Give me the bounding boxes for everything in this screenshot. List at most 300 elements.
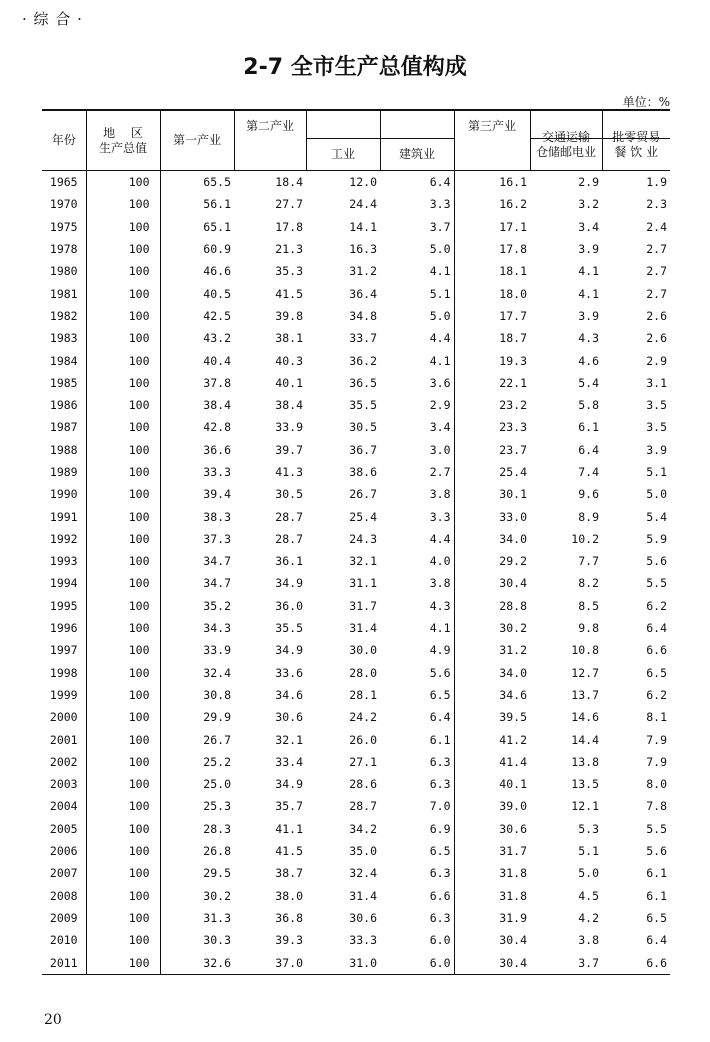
primary-cell: 31.3 [203, 910, 231, 925]
transport-cell: 12.1 [571, 799, 599, 814]
transport-cell: 6.1 [578, 420, 599, 435]
trade-cell: 7.9 [646, 732, 667, 747]
primary-cell: 34.7 [203, 554, 231, 569]
construction-cell: 7.0 [429, 799, 451, 814]
trade-cell: 1.9 [646, 175, 667, 190]
tertiary-cell: 41.4 [454, 751, 530, 773]
transport-cell: 4.1 [578, 264, 599, 279]
header-tertiary: 第三产业 [454, 110, 530, 171]
table-row [42, 862, 670, 884]
year-cell: 1965 [42, 171, 86, 194]
year-cell: 2003 [42, 773, 86, 795]
primary-cell: 38.4 [203, 398, 231, 413]
table-row [42, 327, 670, 349]
table-row [42, 662, 670, 684]
primary-cell: 25.3 [203, 799, 231, 814]
tertiary-cell: 28.8 [454, 595, 530, 617]
header-primary: 第一产业 [160, 110, 234, 171]
year-cell: 1991 [42, 505, 86, 527]
tertiary-cell: 18.0 [454, 282, 530, 304]
secondary-cell: 38.4 [275, 398, 303, 413]
year-cell: 1980 [42, 260, 86, 282]
industry-cell: 31.2 [349, 264, 377, 279]
transport-cell: 8.5 [578, 598, 599, 613]
region-gdp-cell: 100 [86, 528, 160, 550]
region-gdp-cell: 100 [86, 193, 160, 215]
industry-cell: 28.7 [349, 799, 377, 814]
transport-cell: 8.2 [578, 576, 599, 591]
region-gdp-cell: 100 [86, 550, 160, 572]
industry-cell: 30.5 [349, 420, 377, 435]
transport-cell: 5.1 [578, 844, 599, 859]
table-row [42, 885, 670, 907]
industry-cell: 14.1 [349, 219, 377, 234]
secondary-cell: 35.3 [275, 264, 303, 279]
primary-cell: 33.3 [203, 465, 231, 479]
region-gdp-cell: 100 [86, 684, 160, 706]
trade-cell: 6.2 [646, 687, 667, 702]
region-gdp-cell: 100 [86, 662, 160, 684]
secondary-cell: 34.9 [275, 643, 303, 658]
table-row [42, 907, 670, 929]
tertiary-cell: 30.4 [454, 572, 530, 594]
year-cell: 1994 [42, 572, 86, 594]
primary-cell: 42.5 [203, 308, 231, 323]
transport-cell: 3.8 [578, 933, 599, 948]
transport-cell: 4.5 [578, 888, 599, 903]
primary-cell: 37.3 [203, 531, 231, 546]
trade-cell: 6.5 [646, 665, 667, 680]
table-row [42, 706, 670, 728]
secondary-cell: 27.7 [275, 197, 303, 212]
secondary-cell: 33.4 [275, 754, 303, 769]
tertiary-cell: 34.0 [454, 662, 530, 684]
transport-cell: 13.7 [571, 687, 599, 702]
secondary-cell: 37.0 [234, 951, 306, 974]
construction-cell: 5.0 [429, 242, 451, 257]
region-gdp-cell: 100 [86, 505, 160, 527]
construction-cell: 6.6 [429, 888, 451, 903]
table-row [42, 528, 670, 550]
header-region-gdp-line1: 地 区 [103, 125, 143, 140]
secondary-cell: 41.5 [275, 286, 303, 301]
industry-cell: 36.7 [349, 442, 377, 457]
trade-cell: 7.8 [646, 799, 667, 814]
year-cell: 1986 [42, 394, 86, 416]
secondary-cell: 32.1 [275, 732, 303, 747]
trade-cell: 5.5 [646, 821, 667, 836]
year-cell: 2000 [42, 706, 86, 728]
section-label: · 综 合 · [22, 10, 83, 28]
primary-cell: 26.7 [203, 732, 231, 747]
industry-cell: 35.0 [349, 844, 377, 859]
secondary-cell: 30.6 [275, 710, 303, 725]
table-row [42, 728, 670, 750]
primary-cell: 34.7 [203, 576, 231, 591]
tertiary-cell: 17.8 [454, 238, 530, 260]
tertiary-cell: 31.7 [454, 840, 530, 862]
unit-label: 单位：% [622, 95, 670, 109]
secondary-cell: 41.3 [275, 465, 303, 479]
region-gdp-cell: 100 [86, 595, 160, 617]
primary-cell: 56.1 [203, 197, 231, 212]
trade-cell: 3.9 [646, 442, 667, 457]
year-cell: 1975 [42, 216, 86, 238]
tertiary-cell: 22.1 [454, 372, 530, 394]
industry-cell: 12.0 [349, 175, 377, 190]
transport-cell: 13.8 [571, 754, 599, 769]
industry-cell: 31.4 [349, 621, 377, 636]
tertiary-cell: 40.1 [454, 773, 530, 795]
secondary-cell: 36.8 [275, 910, 303, 925]
transport-cell: 4.1 [578, 286, 599, 301]
transport-cell: 3.9 [578, 308, 599, 323]
tertiary-cell: 41.2 [454, 728, 530, 750]
transport-cell: 7.4 [578, 465, 599, 479]
trade-cell: 5.5 [646, 576, 667, 591]
tertiary-cell: 34.6 [454, 684, 530, 706]
construction-cell: 3.7 [429, 219, 451, 234]
secondary-cell: 21.3 [275, 242, 303, 257]
secondary-cell: 39.8 [275, 308, 303, 323]
industry-cell: 24.4 [349, 197, 377, 212]
trade-cell: 7.9 [646, 754, 667, 769]
trade-cell: 6.2 [646, 598, 667, 613]
transport-cell: 13.5 [571, 777, 599, 792]
header-secondary-spacer-2 [380, 110, 454, 139]
table-row [42, 684, 670, 706]
construction-cell: 3.3 [429, 509, 451, 524]
table-row [42, 238, 670, 260]
header-region-gdp [86, 110, 160, 171]
year-cell: 1984 [42, 349, 86, 371]
region-gdp-cell: 100 [86, 216, 160, 238]
secondary-cell: 34.9 [275, 777, 303, 792]
region-gdp-cell: 100 [86, 238, 160, 260]
table-row [42, 483, 670, 505]
year-cell: 2008 [42, 885, 86, 907]
construction-cell: 4.4 [429, 331, 451, 346]
year-cell: 2004 [42, 795, 86, 817]
secondary-cell: 36.0 [275, 598, 303, 613]
region-gdp-cell: 100 [86, 327, 160, 349]
secondary-cell: 17.8 [275, 219, 303, 234]
construction-cell: 3.8 [429, 576, 451, 591]
year-cell: 1999 [42, 684, 86, 706]
transport-cell: 3.7 [530, 951, 602, 974]
page-number: 20 [44, 1012, 62, 1028]
region-gdp-cell: 100 [86, 951, 160, 974]
industry-cell: 31.4 [349, 888, 377, 903]
industry-cell: 16.3 [349, 242, 377, 257]
trade-cell: 6.6 [646, 643, 667, 658]
construction-cell: 5.6 [429, 665, 451, 680]
industry-cell: 32.4 [349, 866, 377, 881]
secondary-cell: 33.9 [275, 420, 303, 435]
transport-cell: 8.9 [578, 509, 599, 524]
table-row [42, 951, 670, 974]
trade-cell: 6.1 [646, 866, 667, 881]
trade-cell: 3.1 [646, 375, 667, 390]
table-row [42, 617, 670, 639]
trade-cell: 2.7 [646, 264, 667, 279]
transport-cell: 7.7 [578, 554, 599, 569]
secondary-cell: 39.3 [275, 933, 303, 948]
trade-cell: 2.9 [646, 353, 667, 368]
primary-cell: 30.3 [203, 933, 231, 948]
construction-cell: 6.4 [429, 175, 451, 190]
trade-cell: 2.4 [646, 219, 667, 234]
region-gdp-cell: 100 [86, 818, 160, 840]
construction-cell: 4.0 [429, 554, 451, 569]
region-gdp-cell: 100 [86, 305, 160, 327]
tertiary-cell: 39.5 [454, 706, 530, 728]
year-cell: 1987 [42, 416, 86, 438]
primary-cell: 32.6 [160, 951, 234, 974]
header-industry: 工业 [306, 139, 380, 171]
table-row [42, 773, 670, 795]
industry-cell: 27.1 [349, 754, 377, 769]
transport-cell: 5.0 [578, 866, 599, 881]
header-year: 年份 [42, 110, 86, 171]
region-gdp-cell: 100 [86, 885, 160, 907]
year-cell: 2007 [42, 862, 86, 884]
secondary-cell: 28.7 [275, 531, 303, 546]
trade-cell: 2.7 [646, 286, 667, 301]
construction-cell: 2.9 [429, 398, 451, 413]
table-row [42, 795, 670, 817]
secondary-cell: 33.6 [275, 665, 303, 680]
trade-cell: 6.1 [646, 888, 667, 903]
header-trade-line2: 餐 饮 业 [614, 144, 659, 159]
trade-cell: 2.6 [646, 331, 667, 346]
region-gdp-cell: 100 [86, 751, 160, 773]
table-row [42, 439, 670, 461]
primary-cell: 29.9 [203, 710, 231, 725]
construction-cell: 3.0 [429, 442, 451, 457]
year-cell: 1992 [42, 528, 86, 550]
transport-cell: 5.3 [578, 821, 599, 836]
year-cell: 1996 [42, 617, 86, 639]
region-gdp-cell: 100 [86, 617, 160, 639]
construction-cell: 4.1 [429, 264, 451, 279]
tertiary-cell: 30.1 [454, 483, 530, 505]
year-cell: 1997 [42, 639, 86, 661]
industry-cell: 24.3 [349, 531, 377, 546]
region-gdp-cell: 100 [86, 439, 160, 461]
secondary-cell: 28.7 [275, 509, 303, 524]
construction-cell: 3.8 [429, 487, 451, 502]
region-gdp-cell: 100 [86, 840, 160, 862]
construction-cell: 5.1 [429, 286, 451, 301]
trade-cell: 5.4 [646, 509, 667, 524]
trade-cell: 2.3 [646, 197, 667, 212]
transport-cell: 4.3 [578, 331, 599, 346]
year-cell: 1993 [42, 550, 86, 572]
table-row [42, 193, 670, 215]
year-cell: 1983 [42, 327, 86, 349]
table-row [42, 461, 670, 483]
industry-cell: 33.7 [349, 331, 377, 346]
construction-cell: 6.3 [429, 866, 451, 881]
primary-cell: 40.4 [203, 353, 231, 368]
primary-cell: 46.6 [203, 264, 231, 279]
industry-cell: 24.2 [349, 710, 377, 725]
tertiary-cell: 23.2 [454, 394, 530, 416]
industry-cell: 28.6 [349, 777, 377, 792]
table-row [42, 505, 670, 527]
transport-cell: 2.9 [578, 175, 599, 190]
primary-cell: 25.2 [203, 754, 231, 769]
primary-cell: 40.5 [203, 286, 231, 301]
secondary-cell: 39.7 [275, 442, 303, 457]
construction-cell: 6.3 [429, 754, 451, 769]
transport-cell: 9.8 [578, 621, 599, 636]
table-row [42, 171, 670, 194]
region-gdp-cell: 100 [86, 372, 160, 394]
construction-cell: 6.4 [429, 710, 451, 725]
table-row [42, 550, 670, 572]
trade-cell: 6.4 [646, 621, 667, 636]
gdp-composition-table [42, 109, 670, 975]
tertiary-cell: 25.4 [454, 461, 530, 483]
industry-cell: 35.5 [349, 398, 377, 413]
table-row [42, 394, 670, 416]
primary-cell: 30.8 [203, 687, 231, 702]
trade-cell: 5.6 [646, 844, 667, 859]
trade-cell: 5.6 [646, 554, 667, 569]
primary-cell: 35.2 [203, 598, 231, 613]
year-cell: 2001 [42, 728, 86, 750]
industry-cell: 36.2 [349, 353, 377, 368]
industry-cell: 26.0 [349, 732, 377, 747]
transport-cell: 3.4 [578, 219, 599, 234]
transport-cell: 4.2 [578, 910, 599, 925]
construction-cell: 4.1 [429, 353, 451, 368]
region-gdp-cell: 100 [86, 461, 160, 483]
year-cell: 1995 [42, 595, 86, 617]
table-row [42, 282, 670, 304]
table-row [42, 372, 670, 394]
year-cell: 2006 [42, 840, 86, 862]
secondary-cell: 34.6 [275, 687, 303, 702]
region-gdp-cell: 100 [86, 572, 160, 594]
tertiary-cell: 17.7 [454, 305, 530, 327]
trade-cell: 3.5 [646, 420, 667, 435]
trade-cell: 6.6 [602, 951, 670, 974]
table-row [42, 818, 670, 840]
primary-cell: 28.3 [203, 821, 231, 836]
region-gdp-cell: 100 [86, 728, 160, 750]
table-row [42, 929, 670, 951]
tertiary-cell: 30.4 [454, 951, 530, 974]
secondary-cell: 40.1 [275, 375, 303, 390]
primary-cell: 42.8 [203, 420, 231, 435]
industry-cell: 38.6 [349, 465, 377, 479]
industry-cell: 28.0 [349, 665, 377, 680]
construction-cell: 4.9 [429, 643, 451, 658]
tertiary-cell: 34.0 [454, 528, 530, 550]
primary-cell: 33.9 [203, 643, 231, 658]
construction-cell: 3.4 [429, 420, 451, 435]
transport-cell: 3.9 [578, 242, 599, 257]
primary-cell: 60.9 [203, 242, 231, 257]
region-gdp-cell: 100 [86, 416, 160, 438]
tertiary-cell: 18.1 [454, 260, 530, 282]
year-cell: 1989 [42, 461, 86, 483]
table-row [42, 595, 670, 617]
primary-cell: 65.5 [203, 175, 231, 190]
region-gdp-cell: 100 [86, 282, 160, 304]
transport-cell: 14.6 [571, 710, 599, 725]
region-gdp-cell: 100 [86, 773, 160, 795]
construction-cell: 3.6 [429, 375, 451, 390]
secondary-cell: 34.9 [275, 576, 303, 591]
table-row [42, 416, 670, 438]
region-gdp-cell: 100 [86, 706, 160, 728]
industry-cell: 34.2 [349, 821, 377, 836]
industry-cell: 25.4 [349, 509, 377, 524]
header-secondary: 第二产业 [234, 110, 306, 171]
tertiary-cell: 16.2 [454, 193, 530, 215]
trade-cell: 2.6 [646, 308, 667, 323]
year-cell: 1998 [42, 662, 86, 684]
secondary-cell: 35.7 [275, 799, 303, 814]
primary-cell: 32.4 [203, 665, 231, 680]
primary-cell: 29.5 [203, 866, 231, 881]
tertiary-cell: 31.8 [454, 862, 530, 884]
year-cell: 1978 [42, 238, 86, 260]
trade-cell: 8.1 [646, 710, 667, 725]
header-trade [602, 129, 670, 161]
transport-cell: 5.4 [578, 375, 599, 390]
tertiary-cell: 39.0 [454, 795, 530, 817]
transport-cell: 14.4 [571, 732, 599, 747]
header-region-gdp-line2: 生产总值 [98, 140, 147, 155]
secondary-cell: 36.1 [275, 554, 303, 569]
year-cell: 1970 [42, 193, 86, 215]
region-gdp-cell: 100 [86, 394, 160, 416]
secondary-cell: 35.5 [275, 621, 303, 636]
tertiary-cell: 16.1 [454, 171, 530, 194]
tertiary-cell: 23.3 [454, 416, 530, 438]
transport-cell: 10.8 [571, 643, 599, 658]
construction-cell: 6.0 [429, 933, 451, 948]
secondary-cell: 38.7 [275, 866, 303, 881]
industry-cell: 36.5 [349, 375, 377, 390]
trade-cell: 5.9 [646, 531, 667, 546]
year-cell: 2011 [42, 951, 86, 974]
year-cell: 2009 [42, 907, 86, 929]
primary-cell: 38.3 [203, 509, 231, 524]
table-row [42, 840, 670, 862]
tertiary-cell: 31.8 [454, 885, 530, 907]
header-transport-line2: 仓储邮电业 [535, 144, 596, 159]
transport-cell: 3.2 [578, 197, 599, 212]
primary-cell: 43.2 [203, 331, 231, 346]
tertiary-cell: 30.4 [454, 929, 530, 951]
table-row [42, 572, 670, 594]
trade-cell: 2.7 [646, 242, 667, 257]
secondary-cell: 38.0 [275, 888, 303, 903]
header-transport-line1: 交通运输 [541, 129, 590, 144]
table-row [42, 349, 670, 371]
year-cell: 1981 [42, 282, 86, 304]
tertiary-cell: 30.2 [454, 617, 530, 639]
primary-cell: 37.8 [203, 375, 231, 390]
tertiary-cell: 33.0 [454, 505, 530, 527]
industry-cell: 32.1 [349, 554, 377, 569]
